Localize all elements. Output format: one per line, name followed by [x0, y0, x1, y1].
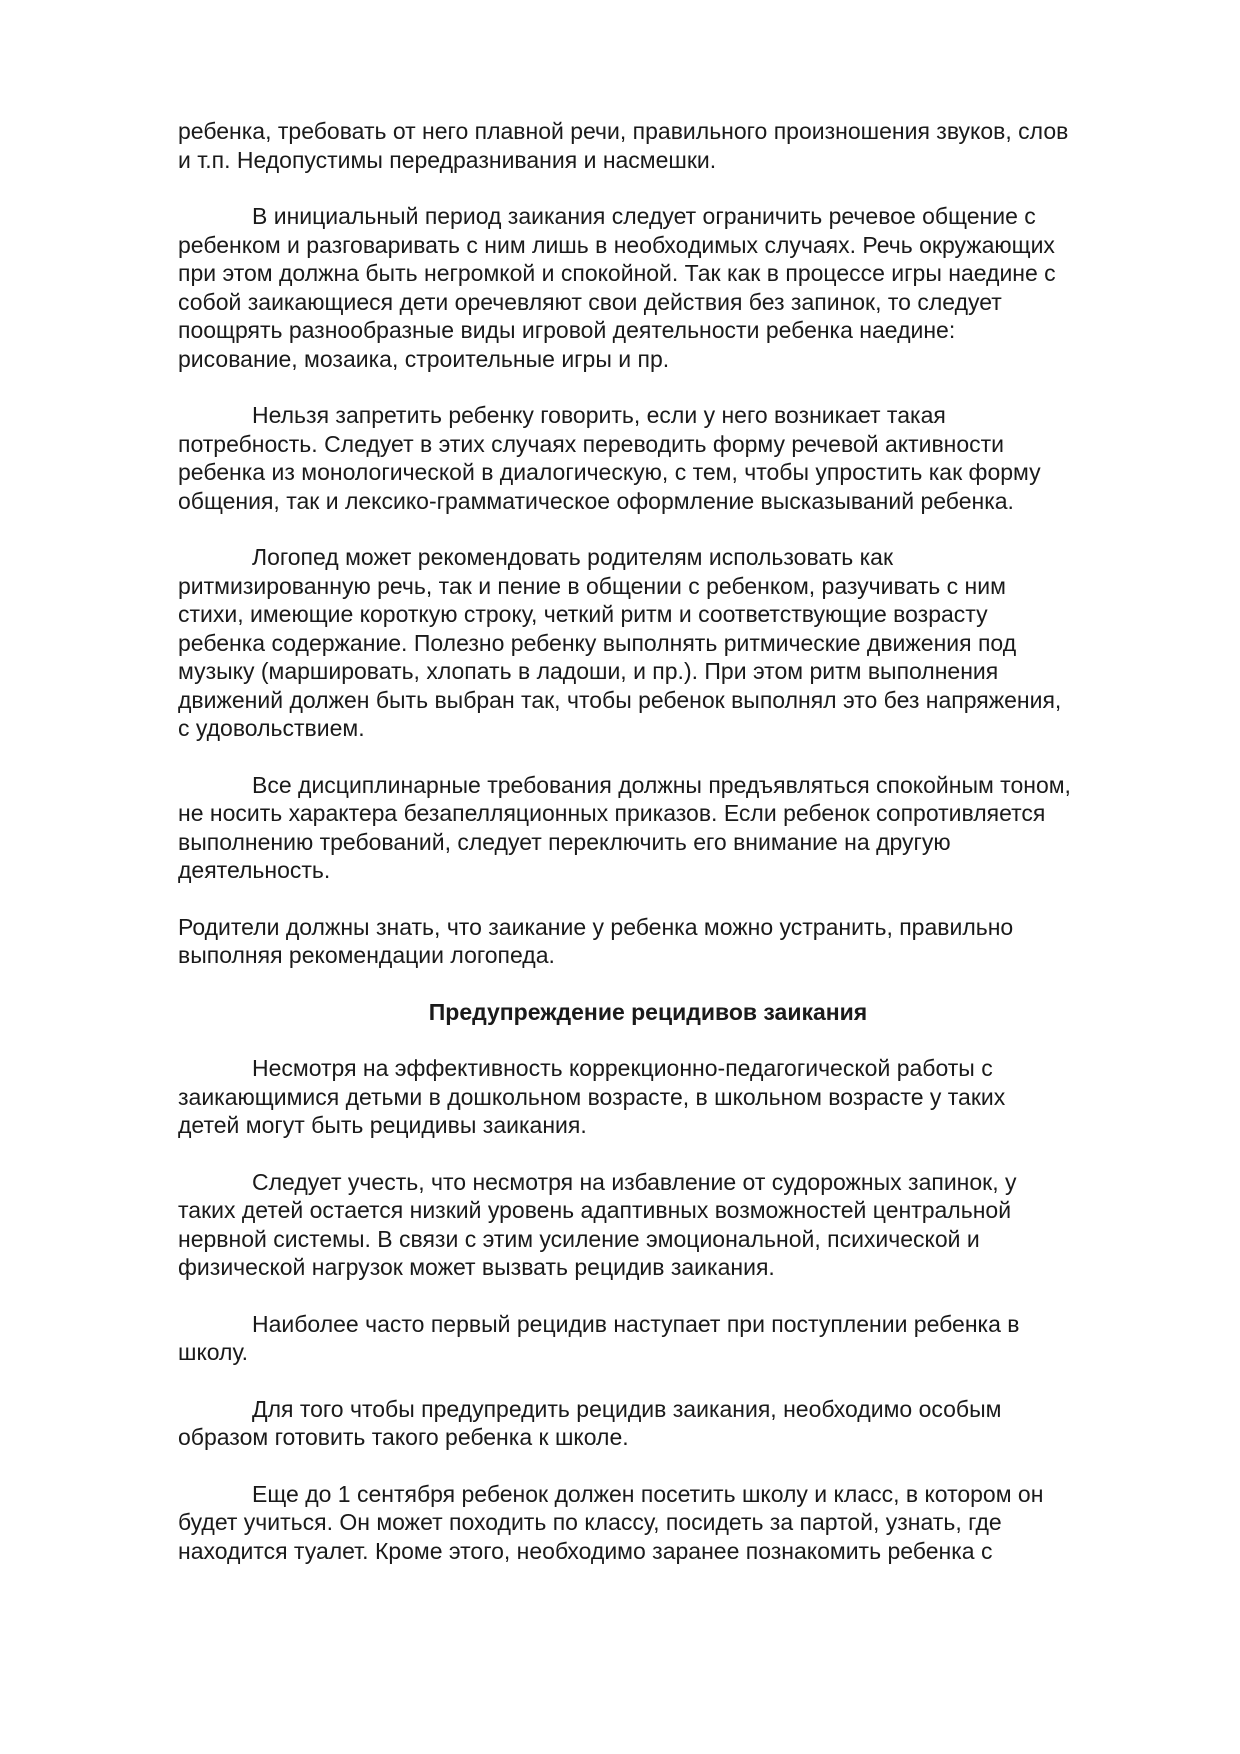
text-line: Логопед может рекомендовать родителям использовать как — [252, 544, 894, 570]
text-line: Все дисциплинарные требования должны предъявляться спокойным тоном, — [252, 771, 1071, 798]
paragraph — [178, 771, 1158, 885]
paragraph — [178, 202, 1158, 373]
text-line: ребенком и разговаривать с ним лишь в необходимых случаях. Речь окружающих — [178, 231, 1055, 258]
paragraph — [178, 1054, 1158, 1140]
text-line: ребенка, требовать от него плавной речи, правильного произношения звуков, слов — [178, 118, 1069, 144]
text-line: стихи, имеющие короткую строку, четкий ритм и соответствующие возрасту — [178, 601, 988, 627]
text-line: с удовольствием. — [178, 715, 365, 741]
text-line: движений должен быть выбран так, чтобы ребенок выполнял это без напряжения, — [178, 686, 1062, 713]
text-line: Несмотря на эффективность коррекционно-педагогической работы с — [252, 1055, 993, 1081]
paragraph — [178, 1395, 1158, 1452]
text-line: Наиболее часто первый рецидив наступает при поступлении ребенка в — [252, 1310, 1020, 1337]
text-line: нервной системы. В связи с этим усиление эмоциональной, психической и — [178, 1225, 980, 1252]
text-line: общения, так и лексико-грамматическое оформление высказываний ребенка. — [178, 487, 1014, 514]
text-line: Еще до 1 сентября ребенок должен посетить школу и класс, в котором он — [252, 1480, 1044, 1507]
section-heading: Предупреждение рецидивов заикания — [428, 998, 868, 1025]
paragraph — [178, 1480, 1158, 1566]
document-page — [178, 117, 1158, 1593]
text-line: музыку (маршировать, хлопать в ладоши, и пр.). При этом ритм выполнения — [178, 658, 999, 684]
paragraph — [178, 543, 1158, 743]
text-line: Родители должны знать, что заикание у ребенка можно устранить, правильно — [178, 913, 1014, 940]
text-line: собой заикающиеся дети оречевляют свои действия без запинок, то следует — [178, 288, 1002, 315]
text-line: деятельность. — [178, 857, 331, 883]
paragraph — [178, 1168, 1158, 1282]
paragraph — [178, 401, 1158, 515]
text-line: будет учиться. Он может походить по классу, посидеть за партой, узнать, где — [178, 1509, 1002, 1535]
text-line: Для того чтобы предупредить рецидив заикания, необходимо особым — [252, 1395, 1002, 1422]
text-line: образом готовить такого ребенка к школе. — [178, 1424, 629, 1450]
text-line: физической нагрузок может вызвать рецидив заикания. — [178, 1254, 775, 1280]
text-line: таких детей остается низкий уровень адаптивных возможностей центральной — [178, 1197, 1012, 1223]
text-line: потребность. Следует в этих случаях переводить форму речевой активности — [178, 430, 1005, 457]
text-line: ребенка из монологической в диалогическую, с тем, чтобы упростить как форму — [178, 459, 1041, 485]
text-line: и т.п. Недопустимы передразнивания и насмешки. — [178, 146, 717, 173]
text-line: школу. — [178, 1339, 249, 1365]
text-line: Нельзя запретить ребенку говорить, если у него возникает такая — [252, 402, 946, 428]
paragraph — [178, 117, 1158, 174]
text-line: заикающимися детьми в дошкольном возрасте, в школьном возрасте у таких — [178, 1083, 1006, 1110]
text-line: поощрять разнообразные виды игровой деятельности ребенка наедине: — [178, 317, 956, 343]
body-text-bottom — [178, 1054, 1158, 1565]
body-text-top — [178, 117, 1158, 970]
text-line: находится туалет. Кроме этого, необходимо заранее познакомить ребенка с — [178, 1537, 993, 1564]
text-line: В инициальный период заикания следует ограничить речевое общение с — [252, 203, 1036, 229]
text-line: Следует учесть, что несмотря на избавление от судорожных запинок, у — [252, 1168, 1017, 1195]
text-line: выполняя рекомендации логопеда. — [178, 942, 555, 968]
text-line: ребенка содержание. Полезно ребенку выполнять ритмические движения под — [178, 629, 1017, 656]
text-line: рисование, мозаика, строительные игры и пр. — [178, 345, 670, 372]
text-line: выполнению требований, следует переключить его внимание на другую — [178, 828, 951, 855]
text-line: не носить характера безапелляционных приказов. Если ребенок сопротивляется — [178, 800, 1046, 826]
paragraph — [178, 1310, 1158, 1367]
text-line: ритмизированную речь, так и пение в общении с ребенком, разучивать с ним — [178, 572, 1006, 599]
text-line: при этом должна быть негромкой и спокойной. Так как в процессе игры наедине с — [178, 260, 1056, 286]
paragraph — [178, 913, 1158, 970]
text-line: детей могут быть рецидивы заикания. — [178, 1112, 587, 1138]
